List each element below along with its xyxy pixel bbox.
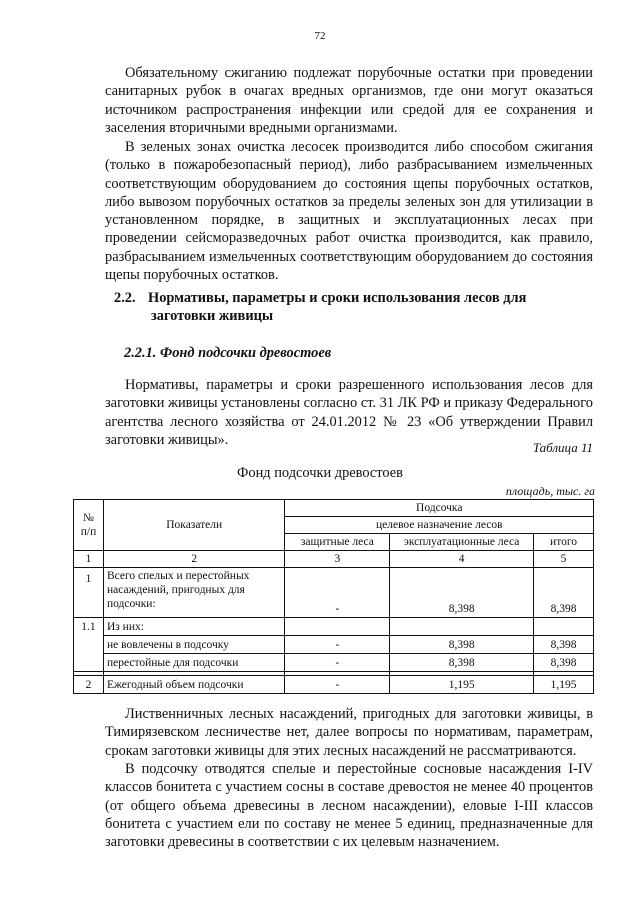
row-total: 1,195 (534, 676, 594, 694)
section-title-line2: заготовки живицы (151, 308, 274, 324)
paragraph-intro: Нормативы, параметры и сроки разрешенного использования лесов для заготовки живицы установлены согласно ст. 31 ЛК РФ и приказу Федерального агентства лесного хозяйства от 24.01.2012 № 23 «Об утверждении Правил заготовки живицы». (105, 377, 593, 448)
section-title-line1: Нормативы, параметры и сроки использования лесов для (148, 290, 527, 306)
table-unit: площадь, тыс. га (505, 484, 595, 498)
col-number: 5 (534, 551, 594, 568)
row-label: перестойные для подсочки (103, 654, 285, 672)
tapping-fund-table (73, 499, 594, 694)
col-number: 4 (390, 551, 534, 568)
row-label: Всего спелых и перестойных насаждений, пригодных для подсочки: (103, 568, 285, 618)
table-row (74, 568, 594, 618)
row-label: Из них: (103, 618, 285, 636)
row-num: 2 (74, 676, 104, 694)
section-heading (114, 289, 593, 325)
row-exploitation: 8,398 (390, 568, 534, 618)
row-total (534, 618, 594, 636)
header-num: № п/п (74, 500, 104, 551)
row-label: не вовлечены в подсочку (103, 636, 285, 654)
col-number: 1 (74, 551, 104, 568)
paragraph-burning: Обязательному сжиганию подлежат порубочные остатки при проведении санитарных рубок в очагах вредных организмов, где они могут оказаться источником распространения инфекции или средой для ее сохранения и заселения вторичными вредными организмами. (105, 65, 593, 136)
header-protective: защитные леса (285, 534, 390, 551)
row-num (74, 654, 104, 672)
table-row (74, 654, 594, 672)
header-exploitation: эксплуатационные леса (390, 534, 534, 551)
header-purpose: целевое назначение лесов (285, 517, 594, 534)
row-num (74, 636, 104, 654)
table-title: Фонд подсочки древостоев (237, 465, 403, 481)
row-num: 1 (74, 568, 104, 618)
table-label: Таблица 11 (532, 440, 593, 455)
row-protective: - (285, 654, 390, 672)
subsection-heading: 2.2.1. Фонд подсочки древостоев (124, 345, 332, 361)
row-protective: - (285, 676, 390, 694)
row-num: 1.1 (74, 618, 104, 636)
table-row (74, 636, 594, 654)
row-protective (285, 618, 390, 636)
table-row (74, 676, 594, 694)
header-tapping: Подсочка (285, 500, 594, 517)
row-total: 8,398 (534, 636, 594, 654)
table-row (74, 618, 594, 636)
column-numbers-row (74, 551, 594, 568)
row-exploitation: 8,398 (390, 636, 534, 654)
row-exploitation (390, 618, 534, 636)
row-exploitation: 1,195 (390, 676, 534, 694)
row-protective: - (285, 636, 390, 654)
header-indicators: Показатели (103, 500, 285, 551)
paragraph-tapping-selection: В подсочку отводятся спелые и перестойные сосновые насаждения I-IV классов бонитета с участием сосны в составе древостоя не менее 40 процентов (от общего объема древесины в лесном насаждении), еловые I-III классов бонитета с участием ели по составу не менее 5 единиц, предназначенные для заготовки древесины в соответствии с их целевым назначением. (105, 761, 593, 851)
page-number: 72 (314, 30, 326, 42)
row-exploitation: 8,398 (390, 654, 534, 672)
col-number: 2 (103, 551, 285, 568)
paragraph-larch: Лиственничных лесных насаждений, пригодных для заготовки живицы, в Тимирязевском лесничестве нет, далее вопросы по нормативам, параметрам, срокам заготовки живицы для этих лесных насаждений не рассматриваются. (105, 706, 593, 759)
row-total: 8,398 (534, 654, 594, 672)
col-number: 3 (285, 551, 390, 568)
row-label: Ежегодный объем подсочки (103, 676, 285, 694)
section-number: 2.2. (114, 290, 136, 306)
row-total: 8,398 (534, 568, 594, 618)
row-protective: - (285, 568, 390, 618)
header-total: итого (534, 534, 594, 551)
paragraph-green-zones: В зеленых зонах очистка лесосек производится либо способом сжигания (только в пожаробезопасный период), либо разбрасыванием измельченных соответствующим оборудованием до состояния щепы порубочных остатков, либо вывозом порубочных остатков за пределы зеленых зон для утилизации в установленном порядке, в защитных и эксплуатационных лесах при проведении сейсморазведочных работ очистка производится, как правило, разбрасыванием измельченных соответствующим оборудованием до состояния щепы порубочных остатков. (105, 139, 593, 284)
